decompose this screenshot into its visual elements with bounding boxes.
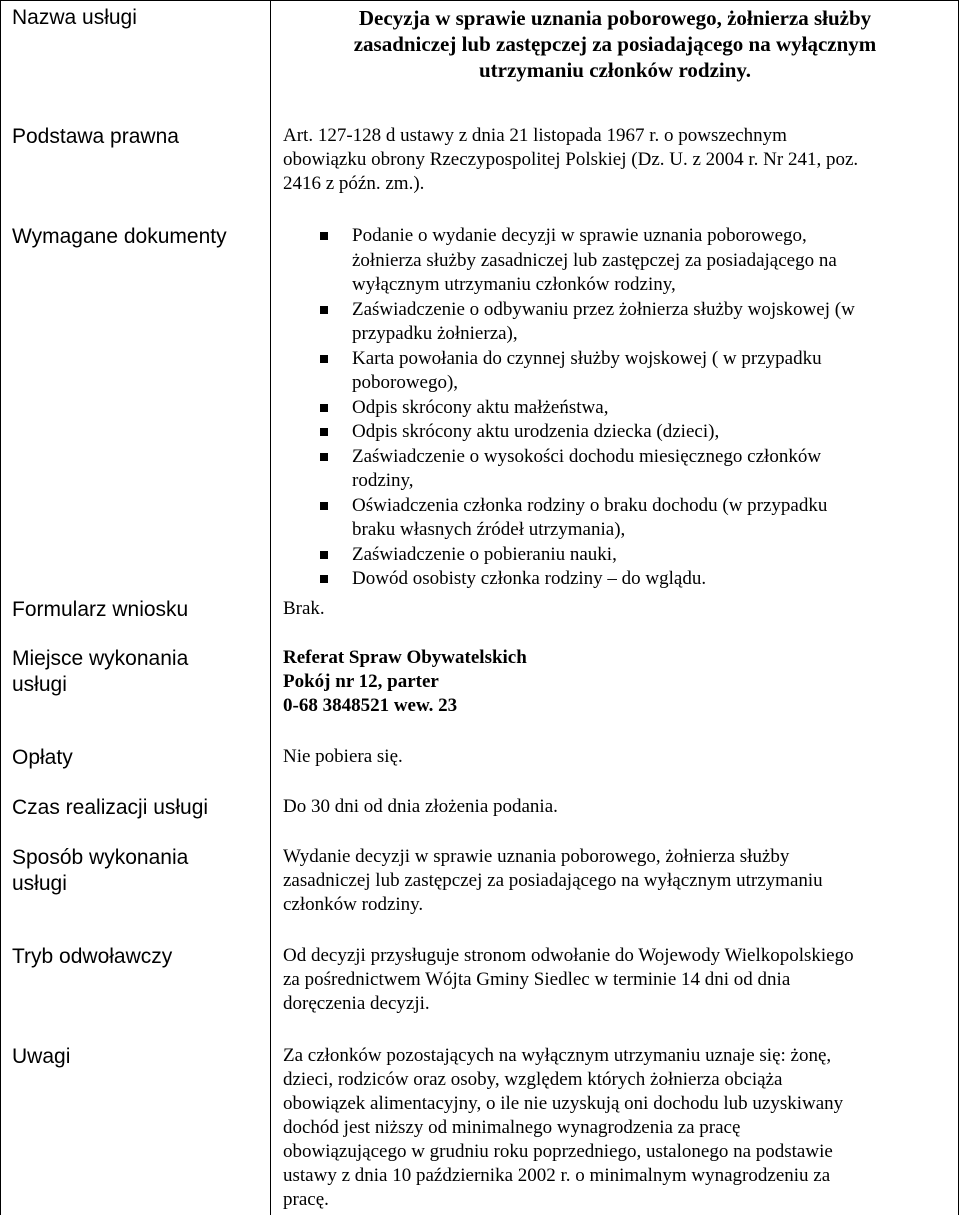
square-bullet-icon (320, 306, 328, 314)
square-bullet-icon (320, 355, 328, 363)
service-name-line: utrzymaniu członków rodziny. (478, 58, 752, 82)
label-remarks: Uwagi (12, 1045, 71, 1068)
square-bullet-icon (320, 551, 328, 559)
list-item: Odpis skrócony aktu małżeństwa, (283, 396, 923, 421)
legal-basis-value (283, 124, 943, 196)
label-required-documents: Wymagane dokumenty (12, 225, 227, 248)
table-top-border (0, 0, 959, 1)
label-fees: Opłaty (12, 746, 73, 769)
square-bullet-icon (320, 575, 328, 583)
service-name-line: Decyzja w sprawie uznania poborowego, żołnierza służby (358, 6, 872, 30)
column-divider (270, 0, 271, 1215)
square-bullet-icon (320, 232, 328, 240)
service-name-line: zasadniczej lub zastępczej za posiadającego na wyłącznym (353, 32, 877, 56)
appeal-procedure-value: Od decyzji przysługuje stronom odwołanie do Wojewody Wielkopolskiego za pośrednictwem Wójta Gminy Siedlec w terminie 14 dni od dnia doręczenia decyzji. (283, 945, 854, 1014)
label-appeal-procedure: Tryb odwoławczy (12, 945, 173, 968)
list-item: Odpis skrócony aktu urodzenia dziecka (dzieci), (283, 420, 923, 445)
label-legal-basis: Podstawa prawna (12, 125, 179, 148)
list-item: Zaświadczenie o wysokości dochodu miesięcznego członków rodziny, (283, 445, 923, 494)
list-item: Podanie o wydanie decyzji w sprawie uznania poborowego, żołnierza służby zasadniczej lub zastępczej za posiadającego na wyłącznym utrzymaniu członków rodziny, (283, 224, 923, 298)
table-left-border (0, 0, 1, 1215)
application-form-value: Brak. (283, 598, 325, 619)
processing-time-value: Do 30 dni od dnia złożenia podania. (283, 796, 558, 817)
room-number: Pokój nr 12, parter (283, 671, 439, 692)
legal-basis-line: obowiązku obrony Rzeczypospolitej Polskiej (Dz. U. z 2004 r. Nr 241, poz. (283, 149, 859, 170)
service-name-value (270, 5, 960, 83)
list-item: Dowód osobisty członka rodziny – do wglądu. (283, 567, 923, 592)
legal-basis-line: Art. 127-128 d ustawy z dnia 21 listopada 1967 r. o powszechnym (283, 125, 787, 146)
service-location-value (283, 646, 943, 718)
square-bullet-icon (320, 404, 328, 412)
label-processing-time: Czas realizacji usługi (12, 796, 209, 819)
list-item: Oświadczenia członka rodziny o braku dochodu (w przypadku braku własnych źródeł utrzymania), (283, 494, 923, 543)
square-bullet-icon (320, 453, 328, 461)
phone-number: 0-68 3848521 wew. 23 (283, 695, 458, 716)
label-application-form: Formularz wniosku (12, 598, 189, 621)
legal-basis-line: 2416 z późn. zm.). (283, 173, 425, 194)
square-bullet-icon (320, 502, 328, 510)
list-item: Zaświadczenie o odbywaniu przez żołnierza służby wojskowej (w przypadku żołnierza), (283, 298, 923, 347)
required-documents-list (283, 224, 923, 592)
table-right-border (958, 0, 959, 1215)
label-service-name: Nazwa usługi (12, 6, 137, 29)
label-service-location: Miejsce wykonania usługi (12, 647, 189, 696)
fees-value: Nie pobiera się. (283, 746, 403, 767)
list-item: Zaświadczenie o pobieraniu nauki, (283, 543, 923, 568)
office-name: Referat Spraw Obywatelskich (283, 647, 527, 668)
square-bullet-icon (320, 428, 328, 436)
label-execution-method: Sposób wykonania usługi (12, 846, 189, 895)
list-item: Karta powołania do czynnej służby wojskowej ( w przypadku poborowego), (283, 347, 923, 396)
remarks-value: Za członków pozostających na wyłącznym utrzymaniu uznaje się: żonę, dzieci, rodziców oraz osoby, względem których żołnierza obciąża obowiązek alimentacyjny, o ile nie uzyskują oni dochodu lub uzyskiwany dochód jest niższy od minimalnego wynagrodzenia za pracę obowiązującego w grudniu roku poprzedniego, ustalonego na podstawie ustawy z dnia 10 października 2002 r. o minimalnym wynagrodzeniu za pracę. (283, 1045, 844, 1210)
execution-method-value: Wydanie decyzji w sprawie uznania poborowego, żołnierza służby zasadniczej lub zastępczej za posiadającego na wyłącznym utrzymaniu członków rodziny. (283, 846, 823, 915)
